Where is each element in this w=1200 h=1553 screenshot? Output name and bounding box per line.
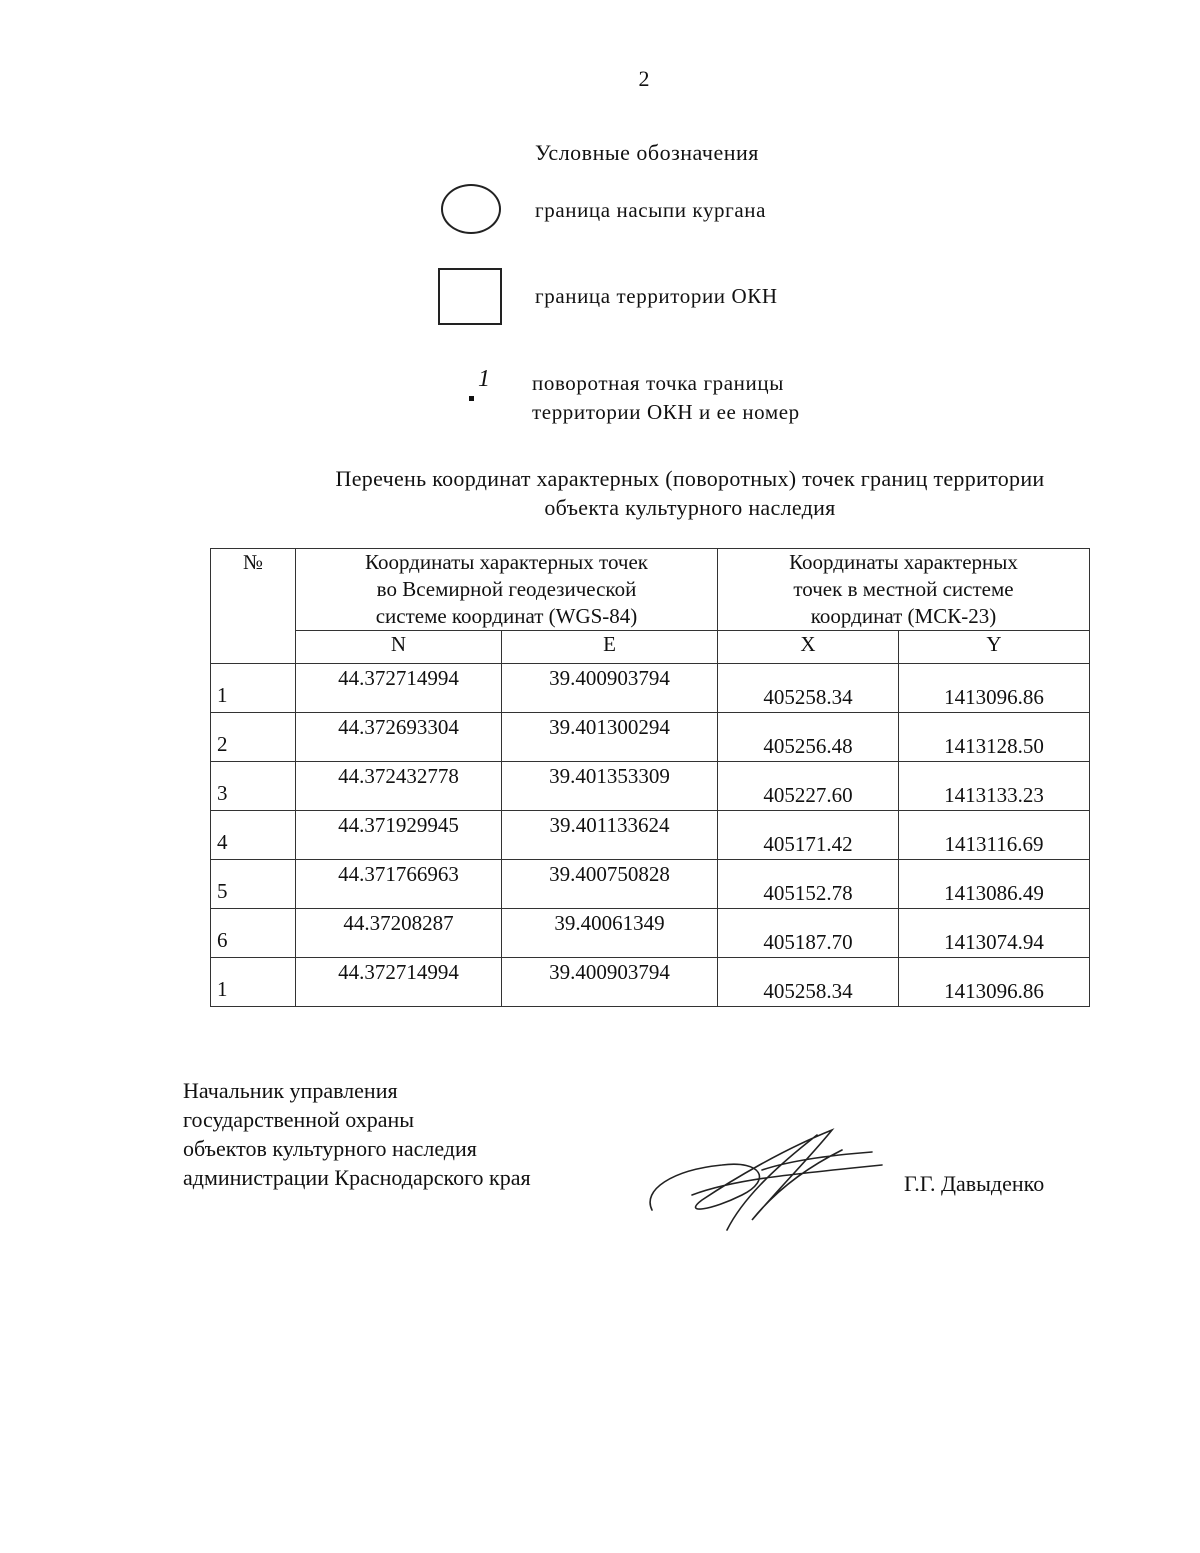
cell-point-number: 6	[211, 909, 296, 958]
cell-x: 405258.34	[718, 664, 899, 713]
legend-label-turning-point-line1: поворотная точка границы	[532, 371, 784, 395]
header-msk23-line3: координат (МСК-23)	[810, 604, 997, 628]
header-wgs84-line3: системе координат (WGS-84)	[375, 604, 638, 628]
turning-point-marker-number: 1	[478, 366, 490, 392]
legend-label-territory-boundary: граница территории ОКН	[535, 284, 778, 308]
page-number: 2	[638, 66, 650, 91]
cell-e: 39.400903794	[502, 664, 718, 713]
table-row	[211, 664, 1090, 713]
table-subheader-row	[211, 631, 1090, 664]
cell-point-number: 4	[211, 811, 296, 860]
table-row	[211, 860, 1090, 909]
table-row	[211, 811, 1090, 860]
header-y: Y	[899, 631, 1090, 664]
cell-e: 39.401133624	[502, 811, 718, 860]
cell-e: 39.400750828	[502, 860, 718, 909]
cell-y: 1413086.49	[899, 860, 1090, 909]
header-number: №	[211, 549, 296, 664]
cell-point-number: 1	[211, 664, 296, 713]
cell-n: 44.372714994	[296, 664, 502, 713]
cell-y: 1413133.23	[899, 762, 1090, 811]
cell-x: 405256.48	[718, 713, 899, 762]
signatory-position-line4: администрации Краснодарского края	[183, 1165, 531, 1190]
header-wgs84	[296, 549, 718, 631]
cell-y: 1413128.50	[899, 713, 1090, 762]
cell-n: 44.372693304	[296, 713, 502, 762]
header-x: X	[718, 631, 899, 664]
cell-y: 1413096.86	[899, 958, 1090, 1007]
cell-e: 39.401300294	[502, 713, 718, 762]
header-msk23-line2: точек в местной системе	[793, 577, 1014, 601]
cell-e: 39.40061349	[502, 909, 718, 958]
signatory-position-line1: Начальник управления	[183, 1078, 398, 1103]
cell-x: 405227.60	[718, 762, 899, 811]
table-row	[211, 713, 1090, 762]
header-wgs84-line2: во Всемирной геодезической	[376, 577, 637, 601]
cell-point-number: 3	[211, 762, 296, 811]
cell-y: 1413074.94	[899, 909, 1090, 958]
legend-label-turning-point-line2: территории ОКН и ее номер	[532, 400, 800, 424]
cell-n: 44.37208287	[296, 909, 502, 958]
table-caption	[160, 464, 1200, 522]
turning-point-marker-icon	[469, 396, 474, 401]
cell-n: 44.371766963	[296, 860, 502, 909]
legend-title: Условные обозначения	[535, 140, 759, 165]
cell-y: 1413096.86	[899, 664, 1090, 713]
handwritten-signature	[632, 1110, 892, 1235]
table-row	[211, 909, 1090, 958]
cell-n: 44.372714994	[296, 958, 502, 1007]
cell-n: 44.371929945	[296, 811, 502, 860]
table-row	[211, 958, 1090, 1007]
header-e: E	[502, 631, 718, 664]
header-msk23-line1: Координаты характерных	[789, 550, 1018, 574]
cell-y: 1413116.69	[899, 811, 1090, 860]
header-wgs84-line1: Координаты характерных точек	[365, 550, 648, 574]
signatory-position	[183, 1076, 531, 1192]
cell-x: 405152.78	[718, 860, 899, 909]
cell-e: 39.400903794	[502, 958, 718, 1007]
square-outline-icon	[438, 268, 502, 325]
header-msk23	[718, 549, 1090, 631]
table-caption-line1: Перечень координат характерных (поворотных) точек границ территории	[335, 466, 1045, 491]
circle-outline-icon	[441, 184, 501, 234]
signer-name: Г.Г. Давыденко	[904, 1171, 1045, 1196]
cell-point-number: 1	[211, 958, 296, 1007]
cell-n: 44.372432778	[296, 762, 502, 811]
cell-e: 39.401353309	[502, 762, 718, 811]
coordinates-table	[210, 548, 1090, 1007]
signatory-position-line2: государственной охраны	[183, 1107, 415, 1132]
cell-point-number: 2	[211, 713, 296, 762]
cell-x: 405171.42	[718, 811, 899, 860]
cell-x: 405187.70	[718, 909, 899, 958]
signatory-position-line3: объектов культурного наследия	[183, 1136, 477, 1161]
table-header-row	[211, 549, 1090, 631]
cell-point-number: 5	[211, 860, 296, 909]
legend-label-mound-boundary: граница насыпи кургана	[535, 198, 767, 222]
table-caption-line2: объекта культурного наследия	[544, 495, 836, 520]
table-row	[211, 762, 1090, 811]
cell-x: 405258.34	[718, 958, 899, 1007]
header-n: N	[296, 631, 502, 664]
